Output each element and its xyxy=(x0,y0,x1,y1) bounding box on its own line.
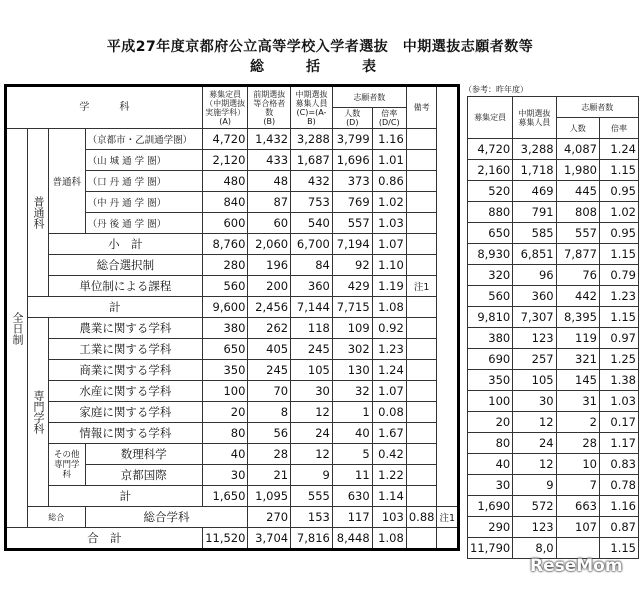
cell-early-pass: 433 xyxy=(248,150,291,171)
cell-count: 3,799 xyxy=(332,129,372,150)
prev-cell-count: 445 xyxy=(556,181,599,202)
cell-note xyxy=(406,528,437,550)
cell-note xyxy=(406,129,437,150)
prev-year-table xyxy=(467,96,639,559)
prev-table-row xyxy=(468,517,639,538)
cell-mid-recruit: 555 xyxy=(291,486,333,507)
prev-cell-mid-recruit: 96 xyxy=(513,265,556,286)
prev-cell-mid-recruit: 585 xyxy=(513,223,556,244)
prev-header-capacity: 募集定員 xyxy=(468,97,513,139)
main-table xyxy=(4,84,460,551)
cell-mid-recruit: 105 xyxy=(291,360,333,381)
header-capacity: 募集定員 （中期選抜実施学科） (A) xyxy=(202,86,248,129)
prev-table-row xyxy=(468,328,639,349)
cell-note xyxy=(406,381,437,402)
cell-count: 373 xyxy=(332,171,372,192)
row-label: 計 xyxy=(28,297,203,318)
cell-ratio: 1.19 xyxy=(372,276,406,297)
row-label: 京都国際 xyxy=(85,465,202,486)
page-subtitle: 総 括 表 xyxy=(250,59,390,75)
cell-ratio: 1.03 xyxy=(372,213,406,234)
group-futsu-inner: 普通科 xyxy=(49,129,86,234)
prev-cell-ratio: 1.15 xyxy=(599,244,638,265)
cell-capacity: 600 xyxy=(202,213,248,234)
prev-cell-capacity: 9,810 xyxy=(468,307,513,328)
group-other: その他専門学科 xyxy=(49,444,86,486)
cell-count: 429 xyxy=(332,276,372,297)
cell-note xyxy=(406,318,437,339)
cell-ratio: 1.67 xyxy=(372,423,406,444)
prev-cell-ratio: 0.79 xyxy=(599,265,638,286)
header-early-pass: 前期選抜等合格者数 (B) xyxy=(248,86,291,129)
cell-capacity: 480 xyxy=(202,171,248,192)
prev-table-row xyxy=(468,370,639,391)
prev-cell-capacity: 80 xyxy=(468,433,513,454)
cell-capacity: 80 xyxy=(202,423,248,444)
prev-cell-mid-recruit: 791 xyxy=(513,202,556,223)
prev-cell-ratio: 1.15 xyxy=(599,538,638,559)
prev-cell-capacity: 690 xyxy=(468,349,513,370)
cell-capacity: 100 xyxy=(202,381,248,402)
cell-capacity: 650 xyxy=(202,339,248,360)
cell-ratio: 0.42 xyxy=(372,444,406,465)
cell-mid-recruit: 9 xyxy=(291,465,333,486)
cell-ratio: 1.01 xyxy=(372,150,406,171)
row-label: （京都市・乙訓通学圏） xyxy=(85,129,202,150)
cell-ratio: 0.08 xyxy=(372,402,406,423)
cell-early-pass: 8 xyxy=(248,402,291,423)
prev-cell-capacity: 1,690 xyxy=(468,496,513,517)
prev-table-row xyxy=(468,265,639,286)
cell-count: 7,715 xyxy=(332,297,372,318)
cell-early-pass: 1,095 xyxy=(248,486,291,507)
header-applicants: 志願者数 xyxy=(332,86,406,108)
prev-cell-count: 8,395 xyxy=(556,307,599,328)
cell-early-pass: 262 xyxy=(248,318,291,339)
row-label: （口 丹 通 学 圏） xyxy=(85,171,202,192)
prev-table-row xyxy=(468,454,639,475)
prev-cell-capacity: 8,930 xyxy=(468,244,513,265)
cell-mid-recruit: 245 xyxy=(291,339,333,360)
cell-capacity: 11,520 xyxy=(202,528,248,550)
prev-cell-mid-recruit: 3,288 xyxy=(513,139,556,160)
prev-table-row xyxy=(468,412,639,433)
prev-table-row xyxy=(468,244,639,265)
cell-count: 8,448 xyxy=(332,528,372,550)
prev-cell-capacity: 320 xyxy=(468,265,513,286)
prev-table-row xyxy=(468,433,639,454)
cell-note xyxy=(406,192,437,213)
prev-header-applicants: 志願者数 xyxy=(556,97,638,118)
prev-cell-capacity: 350 xyxy=(468,370,513,391)
prev-cell-ratio: 1.03 xyxy=(599,391,638,412)
prev-cell-ratio: 0.97 xyxy=(599,328,638,349)
prev-cell-mid-recruit: 24 xyxy=(513,433,556,454)
prev-cell-capacity: 11,790 xyxy=(468,538,513,559)
cell-ratio: 0.92 xyxy=(372,318,406,339)
cell-ratio: 1.10 xyxy=(372,255,406,276)
prev-cell-mid-recruit: 9 xyxy=(513,475,556,496)
prev-cell-ratio: 1.02 xyxy=(599,202,638,223)
row-label: 数理科学 xyxy=(85,444,202,465)
prev-cell-mid-recruit: 123 xyxy=(513,328,556,349)
cell-early-pass: 2,456 xyxy=(248,297,291,318)
cell-early-pass: 70 xyxy=(248,381,291,402)
prev-table-row xyxy=(468,496,639,517)
cell-count: 1,696 xyxy=(332,150,372,171)
cell-ratio: 1.14 xyxy=(372,486,406,507)
prev-cell-count: 4,087 xyxy=(556,139,599,160)
prev-cell-ratio: 0.78 xyxy=(599,475,638,496)
prev-cell-capacity: 560 xyxy=(468,286,513,307)
cell-note xyxy=(406,444,437,465)
prev-cell-ratio: 1.23 xyxy=(599,286,638,307)
row-label: 家庭に関する学科 xyxy=(49,402,203,423)
cell-early-pass: 28 xyxy=(248,444,291,465)
row-label: 商業に関する学科 xyxy=(49,360,203,381)
group-zennichi: 全日制 xyxy=(6,129,28,528)
prev-cell-count: 1,980 xyxy=(556,160,599,181)
cell-mid-recruit: 7,816 xyxy=(291,528,333,550)
cell-early-pass: 56 xyxy=(248,423,291,444)
prev-cell-ratio: 1.15 xyxy=(599,160,638,181)
prev-cell-mid-recruit: 30 xyxy=(513,391,556,412)
prev-cell-mid-recruit: 123 xyxy=(513,517,556,538)
prev-cell-count: 76 xyxy=(556,265,599,286)
cell-ratio: 1.22 xyxy=(372,465,406,486)
prev-cell-ratio: 1.16 xyxy=(599,496,638,517)
cell-ratio: 1.08 xyxy=(372,297,406,318)
cell-ratio: 0.86 xyxy=(372,171,406,192)
prev-table-row xyxy=(468,139,639,160)
prev-cell-capacity: 4,720 xyxy=(468,139,513,160)
prev-year-note: （参考：昨年度） xyxy=(464,85,528,94)
prev-cell-count: 10 xyxy=(556,454,599,475)
prev-cell-capacity: 40 xyxy=(468,454,513,475)
row-label: 情報に関する学科 xyxy=(49,423,203,444)
prev-table-row xyxy=(468,160,639,181)
prev-cell-count: 107 xyxy=(556,517,599,538)
cell-note xyxy=(406,465,437,486)
header-notes: 備考 xyxy=(406,86,437,129)
cell-early-pass: 200 xyxy=(248,276,291,297)
cell-note xyxy=(406,150,437,171)
cell-ratio: 1.24 xyxy=(372,360,406,381)
cell-count: 92 xyxy=(332,255,372,276)
row-label: （丹 後 通 学 圏） xyxy=(85,213,202,234)
prev-cell-ratio: 1.17 xyxy=(599,433,638,454)
cell-ratio: 1.02 xyxy=(372,192,406,213)
cell-ratio: 1.16 xyxy=(372,129,406,150)
cell-early-pass: 196 xyxy=(248,255,291,276)
header-mid-recruit: 中期選抜募集人員 (C)=(A-B) xyxy=(291,86,333,129)
prev-table-row xyxy=(468,286,639,307)
row-label: 総合選択制 xyxy=(49,255,203,276)
prev-cell-capacity: 290 xyxy=(468,517,513,538)
cell-capacity: 30 xyxy=(202,465,248,486)
cell-early-pass: 87 xyxy=(248,192,291,213)
cell-note xyxy=(406,402,437,423)
cell-mid-recruit: 12 xyxy=(291,402,333,423)
cell-count: 32 xyxy=(332,381,372,402)
prev-cell-capacity: 380 xyxy=(468,328,513,349)
cell-mid-recruit: 540 xyxy=(291,213,333,234)
cell-early-pass: 245 xyxy=(248,360,291,381)
prev-cell-mid-recruit: 105 xyxy=(513,370,556,391)
header-count: 人数 (D) xyxy=(332,108,372,129)
page-title: 平成27年度京都府公立高等学校入学者選抜 中期選抜志願者数等 xyxy=(106,39,534,55)
cell-capacity: 840 xyxy=(202,192,248,213)
prev-cell-mid-recruit: 12 xyxy=(513,454,556,475)
cell-ratio: 1.23 xyxy=(372,339,406,360)
prev-cell-ratio: 1.15 xyxy=(599,307,638,328)
prev-cell-capacity: 30 xyxy=(468,475,513,496)
prev-cell-ratio: 1.25 xyxy=(599,349,638,370)
prev-cell-mid-recruit: 6,851 xyxy=(513,244,556,265)
prev-header-ratio: 倍率 xyxy=(599,118,638,139)
prev-cell-mid-recruit: 469 xyxy=(513,181,556,202)
cell-count: 7,194 xyxy=(332,234,372,255)
prev-cell-mid-recruit: 12 xyxy=(513,412,556,433)
cell-note xyxy=(406,339,437,360)
cell-capacity: 9,600 xyxy=(202,297,248,318)
prev-cell-mid-recruit: 360 xyxy=(513,286,556,307)
cell-early-pass: 48 xyxy=(248,171,291,192)
prev-header-mid-recruit: 中期選抜募集人員 xyxy=(513,97,556,139)
cell-mid-recruit: 12 xyxy=(291,444,333,465)
row-label: 農業に関する学科 xyxy=(49,318,203,339)
row-label: 工業に関する学科 xyxy=(49,339,203,360)
prev-cell-ratio: 0.95 xyxy=(599,181,638,202)
cell-note xyxy=(406,423,437,444)
cell-mid-recruit: 3,288 xyxy=(291,129,333,150)
cell-capacity: 280 xyxy=(202,255,248,276)
prev-table-row xyxy=(468,475,639,496)
cell-capacity: 350 xyxy=(202,360,248,381)
cell-note xyxy=(406,234,437,255)
row-label: 計 xyxy=(49,486,203,507)
row-label: 単位制による課程 xyxy=(49,276,203,297)
cell-ratio: 1.07 xyxy=(372,381,406,402)
prev-cell-count: 663 xyxy=(556,496,599,517)
row-label: 水産に関する学科 xyxy=(49,381,203,402)
prev-cell-count: 321 xyxy=(556,349,599,370)
prev-cell-mid-recruit: 1,718 xyxy=(513,160,556,181)
cell-mid-recruit: 30 xyxy=(291,381,333,402)
prev-cell-capacity: 100 xyxy=(468,391,513,412)
header-ratio: 倍率 (D/C) xyxy=(372,108,406,129)
row-label: （山 城 通 学 圏） xyxy=(85,150,202,171)
cell-count: 103 xyxy=(372,507,406,528)
cell-capacity: 1,650 xyxy=(202,486,248,507)
cell-early-pass: 153 xyxy=(291,507,333,528)
cell-capacity: 380 xyxy=(202,318,248,339)
cell-early-pass: 3,704 xyxy=(248,528,291,550)
cell-early-pass: 60 xyxy=(248,213,291,234)
prev-table-row xyxy=(468,307,639,328)
prev-cell-mid-recruit: 8,0 xyxy=(513,538,556,559)
prev-cell-capacity: 880 xyxy=(468,202,513,223)
prev-cell-ratio: 0.87 xyxy=(599,517,638,538)
prev-table-row xyxy=(468,223,639,244)
cell-note xyxy=(406,360,437,381)
prev-cell-count: 28 xyxy=(556,433,599,454)
prev-cell-ratio: 0.95 xyxy=(599,223,638,244)
prev-table-row xyxy=(468,391,639,412)
cell-capacity: 40 xyxy=(202,444,248,465)
cell-mid-recruit: 118 xyxy=(291,318,333,339)
cell-mid-recruit: 7,144 xyxy=(291,297,333,318)
cell-count: 630 xyxy=(332,486,372,507)
row-label: 総合学科 xyxy=(85,507,248,528)
cell-note xyxy=(406,213,437,234)
prev-table-row xyxy=(468,202,639,223)
cell-capacity: 270 xyxy=(248,507,291,528)
prev-cell-mid-recruit: 572 xyxy=(513,496,556,517)
prev-table-row xyxy=(468,181,639,202)
cell-ratio: 0.88 xyxy=(406,507,437,528)
cell-mid-recruit: 432 xyxy=(291,171,333,192)
prev-cell-count: 808 xyxy=(556,202,599,223)
prev-cell-count: 31 xyxy=(556,391,599,412)
cell-count: 40 xyxy=(332,423,372,444)
prev-cell-ratio: 1.38 xyxy=(599,370,638,391)
prev-cell-ratio: 0.83 xyxy=(599,454,638,475)
prev-cell-count: 145 xyxy=(556,370,599,391)
cell-mid-recruit: 753 xyxy=(291,192,333,213)
prev-cell-count: 442 xyxy=(556,286,599,307)
cell-count: 11 xyxy=(332,465,372,486)
row-label: （中 丹 通 学 圏） xyxy=(85,192,202,213)
cell-capacity: 560 xyxy=(202,276,248,297)
cell-mid-recruit: 360 xyxy=(291,276,333,297)
row-label: 小 計 xyxy=(49,234,203,255)
cell-count: 109 xyxy=(332,318,372,339)
cell-count: 5 xyxy=(332,444,372,465)
prev-cell-capacity: 520 xyxy=(468,181,513,202)
cell-note: 注1 xyxy=(406,276,437,297)
cell-note xyxy=(406,297,437,318)
cell-early-pass: 21 xyxy=(248,465,291,486)
cell-early-pass: 1,432 xyxy=(248,129,291,150)
cell-mid-recruit: 1,687 xyxy=(291,150,333,171)
cell-note xyxy=(406,171,437,192)
cell-mid-recruit: 24 xyxy=(291,423,333,444)
group-senmon: 専門学科 xyxy=(28,318,49,507)
group-futsu: 普通科 xyxy=(28,129,49,297)
prev-cell-count: 7,877 xyxy=(556,244,599,265)
prev-cell-mid-recruit: 7,307 xyxy=(513,307,556,328)
prev-header-count: 人数 xyxy=(556,118,599,139)
cell-count: 302 xyxy=(332,339,372,360)
prev-cell-count: 2 xyxy=(556,412,599,433)
cell-early-pass: 405 xyxy=(248,339,291,360)
prev-cell-capacity: 20 xyxy=(468,412,513,433)
cell-ratio: 1.08 xyxy=(372,528,406,550)
cell-capacity: 4,720 xyxy=(202,129,248,150)
cell-note xyxy=(406,486,437,507)
group-sogo: 総合 xyxy=(28,507,86,528)
cell-early-pass: 2,060 xyxy=(248,234,291,255)
prev-cell-mid-recruit: 257 xyxy=(513,349,556,370)
prev-cell-count: 119 xyxy=(556,328,599,349)
prev-table-row xyxy=(468,349,639,370)
cell-note xyxy=(406,255,437,276)
cell-capacity: 8,760 xyxy=(202,234,248,255)
cell-count: 769 xyxy=(332,192,372,213)
cell-mid-recruit: 117 xyxy=(332,507,372,528)
cell-note: 注1 xyxy=(437,507,459,528)
prev-cell-ratio: 0.17 xyxy=(599,412,638,433)
cell-mid-recruit: 84 xyxy=(291,255,333,276)
prev-cell-capacity: 2,160 xyxy=(468,160,513,181)
prev-cell-capacity: 650 xyxy=(468,223,513,244)
header-subject: 学 科 xyxy=(6,86,203,129)
row-label: 合 計 xyxy=(6,528,203,550)
cell-count: 130 xyxy=(332,360,372,381)
prev-cell-count: 557 xyxy=(556,223,599,244)
prev-cell-count: 7 xyxy=(556,475,599,496)
cell-capacity: 20 xyxy=(202,402,248,423)
resemom-logo: ReseMom xyxy=(530,556,623,576)
cell-count: 557 xyxy=(332,213,372,234)
prev-cell-ratio: 1.24 xyxy=(599,139,638,160)
cell-capacity: 2,120 xyxy=(202,150,248,171)
cell-count: 1 xyxy=(332,402,372,423)
cell-ratio: 1.07 xyxy=(372,234,406,255)
cell-mid-recruit: 6,700 xyxy=(291,234,333,255)
